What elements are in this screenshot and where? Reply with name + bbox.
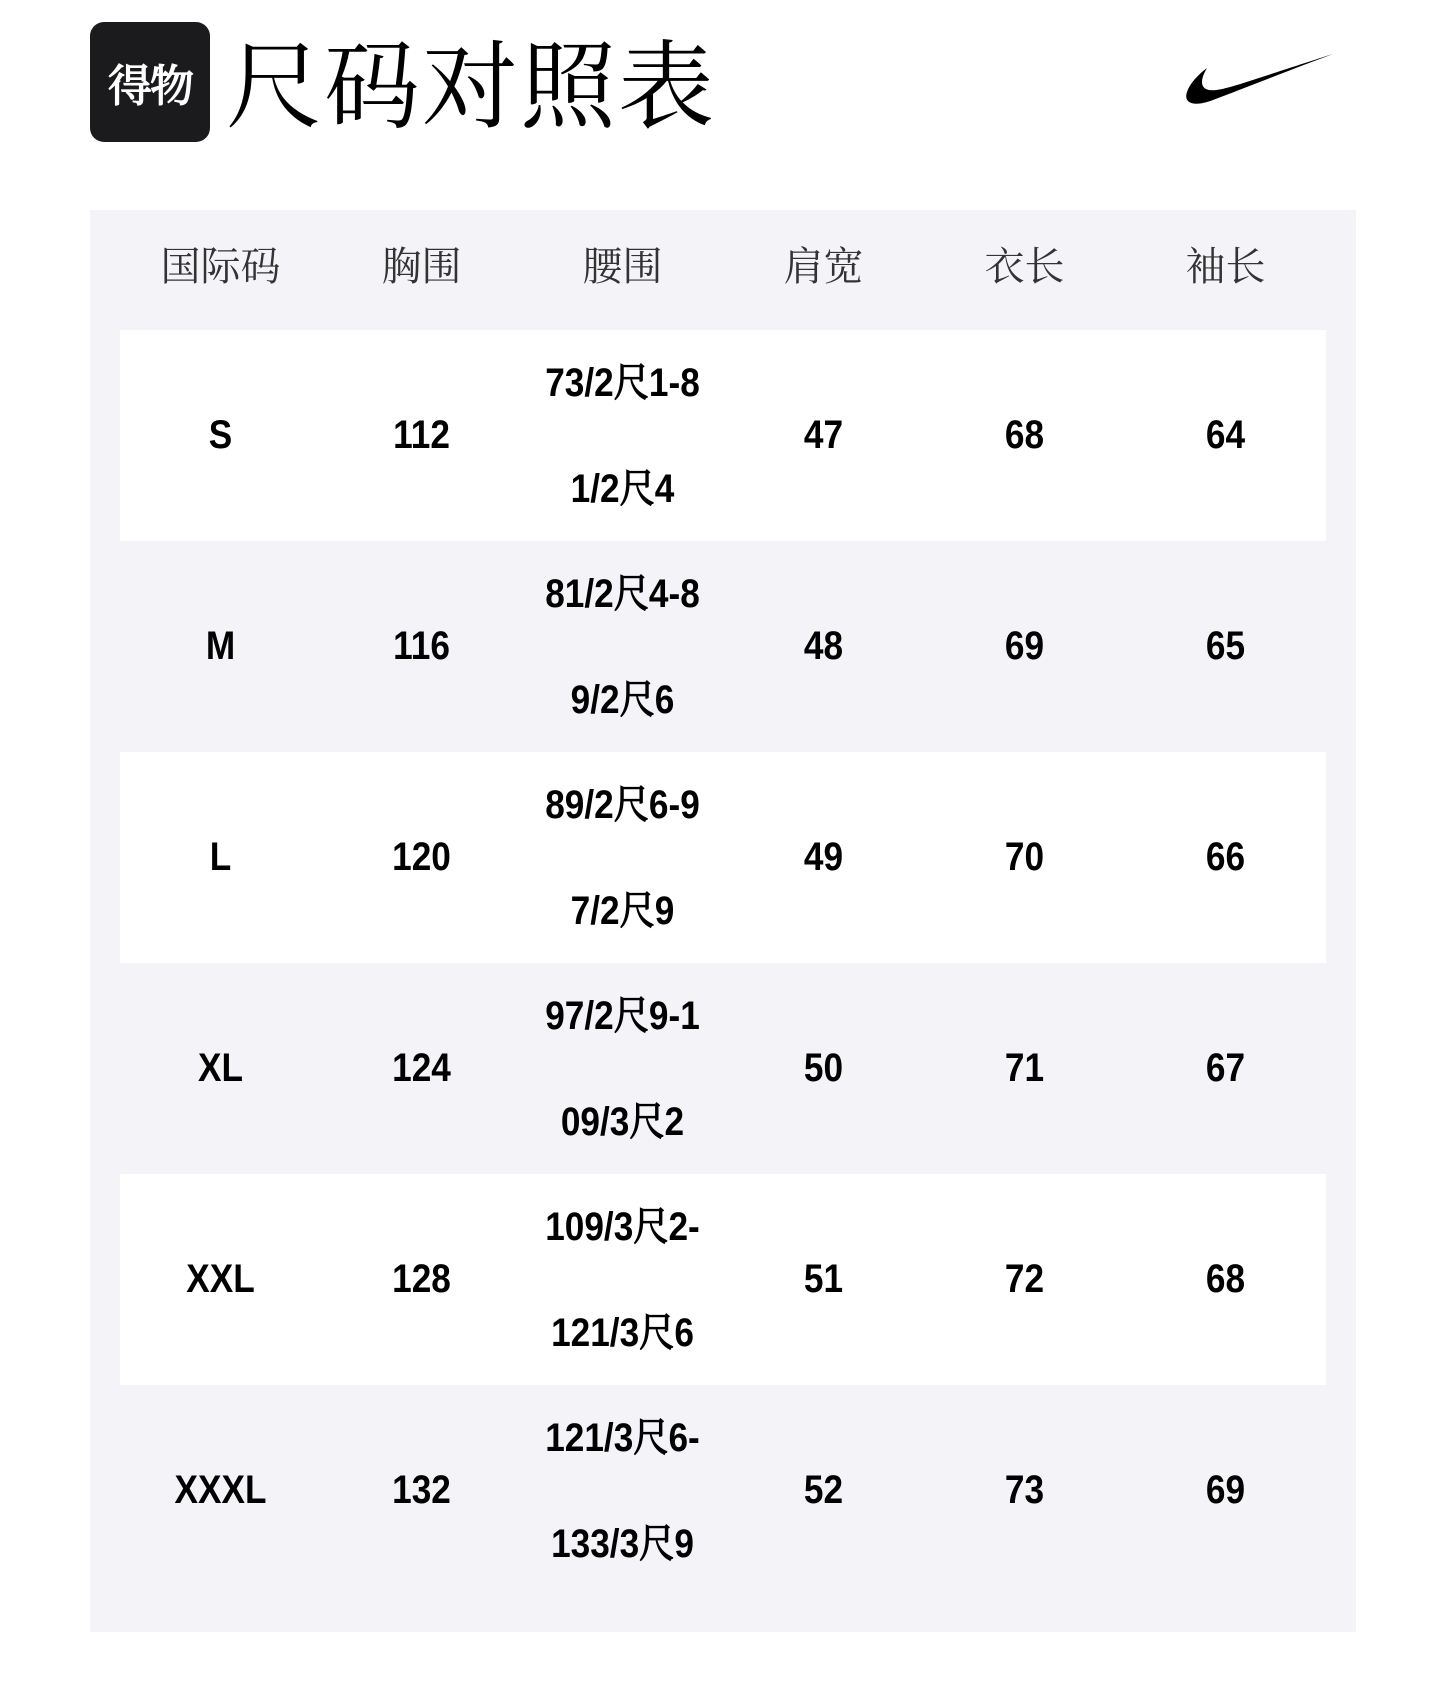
cell-sleeve: 66 xyxy=(1205,835,1246,879)
cell-length: 68 xyxy=(1004,413,1045,457)
waist-line-1: 73/2尺1-8 xyxy=(545,360,700,405)
cell-sleeve: 69 xyxy=(1205,1468,1246,1512)
table-row xyxy=(120,541,1326,752)
table-row xyxy=(120,1385,1326,1596)
header xyxy=(90,22,1350,152)
size-table xyxy=(90,210,1356,1632)
cell-shoulder: 49 xyxy=(803,835,844,879)
cell-shoulder: 47 xyxy=(803,413,844,457)
cell-size: L xyxy=(209,835,232,879)
column-header-size: 国际码 xyxy=(160,244,281,290)
waist-line-1: 97/2尺9-1 xyxy=(545,993,700,1038)
cell-size: XL xyxy=(198,1046,243,1090)
cell-length: 71 xyxy=(1004,1046,1045,1090)
cell-waist xyxy=(534,1385,711,1597)
cell-sleeve: 65 xyxy=(1205,624,1246,668)
cell-waist xyxy=(534,330,711,542)
table-row xyxy=(120,1174,1326,1385)
column-header-waist: 腰围 xyxy=(582,244,663,290)
waist-line-1: 109/3尺2- xyxy=(545,1204,700,1249)
cell-shoulder: 50 xyxy=(803,1046,844,1090)
cell-chest: 124 xyxy=(392,1046,451,1090)
cell-waist xyxy=(534,752,711,964)
waist-line-2: 7/2尺9 xyxy=(570,888,675,933)
waist-line-1: 81/2尺4-8 xyxy=(545,571,700,616)
waist-line-2: 09/3尺2 xyxy=(560,1099,685,1144)
waist-line-2: 1/2尺4 xyxy=(570,466,675,511)
cell-chest: 112 xyxy=(393,413,450,457)
cell-waist xyxy=(534,1174,711,1386)
waist-line-1: 121/3尺6- xyxy=(545,1415,700,1460)
column-header-sleeve: 袖长 xyxy=(1185,244,1266,290)
table-row xyxy=(120,963,1326,1174)
waist-line-1: 89/2尺6-9 xyxy=(545,782,700,827)
waist-line-2: 9/2尺6 xyxy=(570,677,675,722)
cell-chest: 120 xyxy=(392,835,451,879)
cell-size: XXXL xyxy=(174,1468,267,1512)
cell-length: 70 xyxy=(1004,835,1045,879)
cell-shoulder: 48 xyxy=(803,624,844,668)
cell-shoulder: 52 xyxy=(803,1468,844,1512)
cell-size: XXL xyxy=(186,1257,255,1301)
cell-sleeve: 68 xyxy=(1205,1257,1246,1301)
cell-sleeve: 64 xyxy=(1205,413,1246,457)
table-header xyxy=(120,210,1326,330)
cell-shoulder: 51 xyxy=(803,1257,844,1301)
cell-length: 72 xyxy=(1004,1257,1045,1301)
cell-waist xyxy=(534,541,711,753)
logo-text: 得物 xyxy=(108,61,192,112)
cell-size: M xyxy=(205,624,236,668)
cell-length: 69 xyxy=(1004,624,1045,668)
waist-line-2: 133/3尺9 xyxy=(551,1521,694,1566)
dewu-logo xyxy=(90,22,210,142)
table-row xyxy=(120,330,1326,541)
cell-sleeve: 67 xyxy=(1205,1046,1246,1090)
waist-line-2: 121/3尺6 xyxy=(551,1310,694,1355)
cell-size: S xyxy=(208,413,233,457)
nike-swoosh-icon xyxy=(1185,52,1335,108)
column-header-length: 衣长 xyxy=(984,244,1065,290)
column-header-shoulder: 肩宽 xyxy=(783,244,864,290)
cell-chest: 116 xyxy=(393,624,450,668)
cell-length: 73 xyxy=(1004,1468,1045,1512)
cell-waist xyxy=(534,963,711,1175)
cell-chest: 128 xyxy=(392,1257,451,1301)
table-row xyxy=(120,752,1326,963)
cell-chest: 132 xyxy=(392,1468,451,1512)
table-body xyxy=(120,330,1326,1596)
column-header-chest: 胸围 xyxy=(381,244,462,290)
page-title: 尺码对照表 xyxy=(226,31,716,143)
